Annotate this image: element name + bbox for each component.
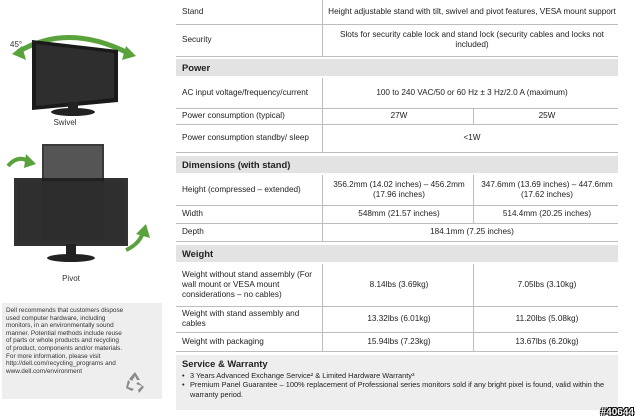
warranty-item: • Premium Panel Guarantee – 100% replacement of Professional series monitors sold if any bright pixel is found, valid within the warranty period. — [182, 380, 614, 399]
spec-label: Weight with stand assembly and cables — [182, 309, 300, 328]
spec-label: Depth — [182, 227, 204, 236]
spec-value-model-a: 8.14lbs (3.69kg) — [369, 280, 429, 289]
spec-row-power-standby — [176, 124, 618, 153]
spec-row-stand — [176, 0, 618, 25]
recycling-note-text: Dell recommends that customers dispose used computer hardware, including monitors, in an environmentally sound manner. Potential methods include reuse of parts or whole products and recycling of product, components and/or materials. For more information, please visit http://dell.com/recycling_programs and www.dell.com/environment — [6, 307, 124, 375]
spec-row-weight-packaging — [176, 332, 618, 352]
section-heading-warranty: Service & Warranty — [182, 358, 268, 369]
swivel-monitor-illustration — [8, 18, 138, 118]
spec-value: Slots for security cable lock and stand lock (security cables and locks not included) — [340, 30, 604, 49]
spec-row-ac-input — [176, 78, 618, 109]
spec-label: Weight with packaging — [182, 336, 264, 346]
spec-value-model-a: 548mm (21.57 inches) — [358, 209, 440, 218]
recycle-icon — [122, 369, 148, 395]
spec-value: <1W — [463, 133, 481, 142]
section-heading-dimensions: Dimensions (with stand) — [176, 156, 618, 173]
spec-value-model-a: 15.94lbs (7.23kg) — [367, 336, 431, 346]
spec-row-depth — [176, 223, 618, 242]
spec-label: Height (compressed – extended) — [182, 185, 301, 194]
spec-value-model-b: 347.6mm (13.69 inches) – 447.6mm (17.62 inches) — [481, 180, 613, 199]
spec-label: Power consumption (typical) — [182, 111, 285, 120]
pivot-monitor-illustration — [4, 140, 154, 268]
spec-value-model-a: 27W — [390, 111, 408, 120]
spec-value-model-b: 7.05lbs (3.10kg) — [517, 280, 577, 289]
spec-value-model-b: 25W — [538, 111, 556, 120]
spec-table — [176, 0, 618, 420]
spec-value: Height adjustable stand with tilt, swivel and pivot features, VESA mount support — [328, 7, 616, 16]
warranty-item: • 3 Years Advanced Exchange Service² & Limited Hardware Warranty³ — [182, 371, 614, 380]
swivel-angle-label: 45° — [10, 40, 23, 49]
spec-value: 184.1mm (7.25 inches) — [430, 227, 514, 236]
spec-row-weight-without-stand — [176, 264, 618, 307]
spec-value-model-b: 514.4mm (20.25 inches) — [502, 209, 592, 218]
swivel-caption: Swivel — [53, 118, 77, 127]
spec-value: 100 to 240 VAC/50 or 60 Hz ± 3 Hz/2.0 A (maximum) — [376, 88, 568, 97]
warranty-list — [182, 371, 614, 399]
spec-value-model-b: 13.67lbs (6.20kg) — [515, 336, 579, 346]
watermark-tag: #40644 — [600, 407, 634, 418]
spec-label: Security — [182, 35, 212, 44]
recycling-note-box — [2, 303, 162, 399]
spec-label: Power consumption standby/ sleep — [182, 133, 309, 142]
spec-label: Stand — [182, 7, 204, 16]
spec-label: Weight without stand assembly (For wall mount or VESA mount considerations – no cables) — [182, 270, 312, 299]
illustration-column — [0, 0, 170, 420]
section-heading-power: Power — [176, 59, 618, 76]
spec-row-height — [176, 175, 618, 206]
section-heading-weight: Weight — [176, 245, 618, 262]
spec-label: Width — [182, 209, 203, 218]
spec-label: AC input voltage/frequency/current — [182, 88, 309, 97]
spec-row-width — [176, 205, 618, 224]
spec-value-model-a: 356.2mm (14.02 inches) – 456.2mm (17.96 inches) — [333, 180, 465, 199]
spec-value-model-a: 13.32lbs (6.01kg) — [367, 314, 431, 323]
pivot-caption: Pivot — [62, 274, 80, 283]
spec-row-power-typical — [176, 108, 618, 125]
spec-value-model-b: 11.20lbs (5.08kg) — [515, 314, 579, 323]
service-warranty-section — [176, 355, 618, 410]
spec-row-weight-with-stand — [176, 306, 618, 333]
spec-row-security — [176, 24, 618, 57]
